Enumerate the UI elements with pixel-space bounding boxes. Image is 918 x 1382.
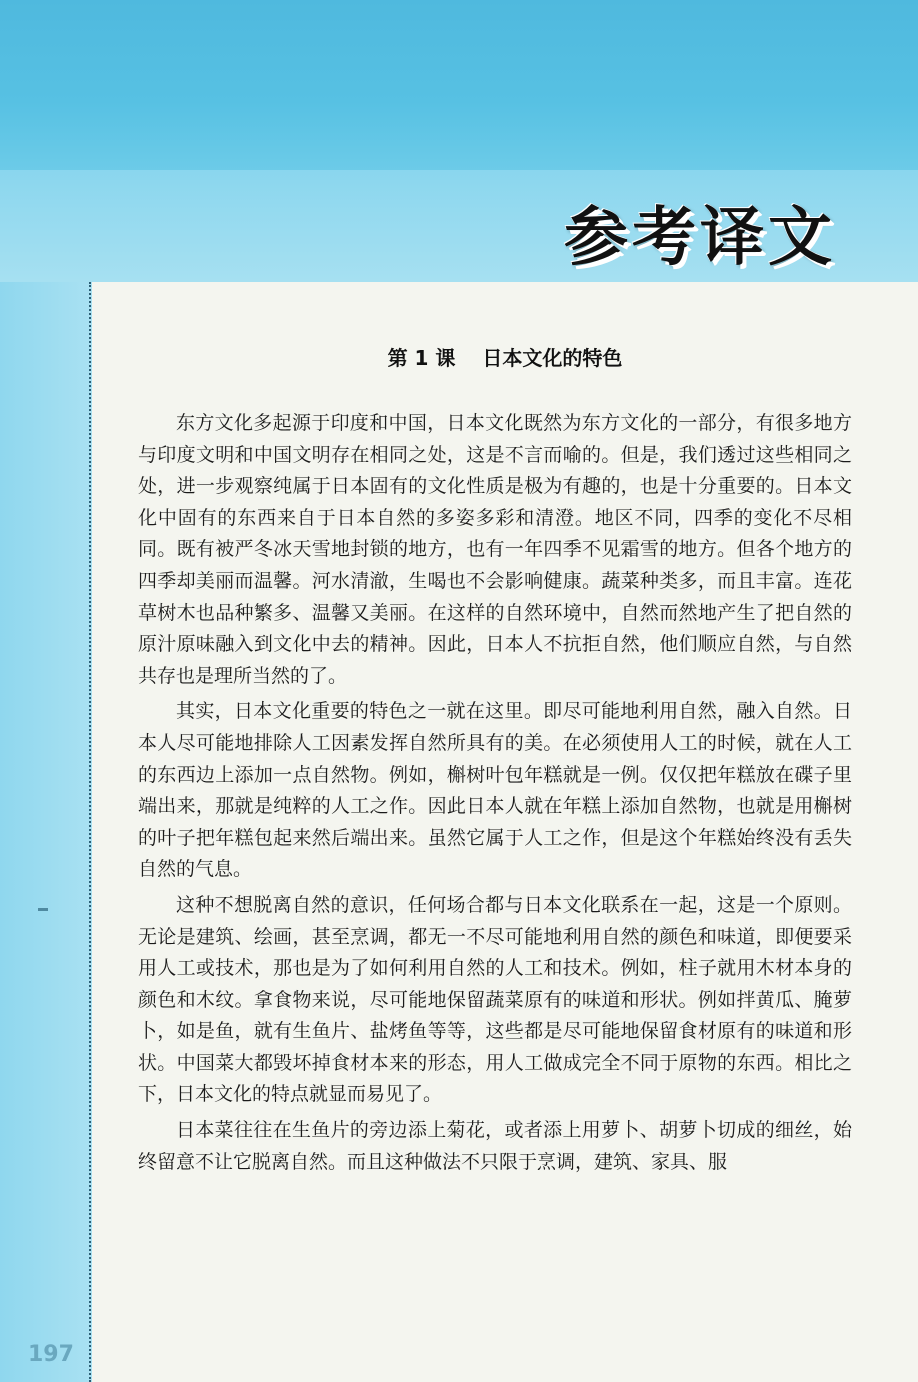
header-band — [0, 0, 918, 170]
paragraph: 日本菜往往在生鱼片的旁边添上菊花，或者添上用萝卜、胡萝卜切成的细丝，始终留意不让它脱离自然。而且这种做法不只限于烹调，建筑、家具、服 — [138, 1119, 852, 1173]
paragraph: 这种不想脱离自然的意识，任何场合都与日本文化联系在一起，这是一个原则。无论是建筑、绘画，甚至烹调，都无一不尽可能地利用自然的颜色和味道，即便要采用人工或技术，那也是为了如何利用自然的人工和技术。例如，柱子就用木材本身的颜色和木纹。拿食物来说，尽可能地保留蔬菜原有的味道和形状。例如拌黄瓜、腌萝卜，如是鱼，就有生鱼片、盐烤鱼等等，这些都是尽可能地保留食材原有的味道和形状。中国菜大都毁坏掉食材本来的形态，用人工做成完全不同于原物的东西。相比之下，日本文化的特点就显而易见了。 — [138, 893, 852, 1106]
chapter-title: 第 1 课 日本文化的特色 — [387, 346, 623, 370]
body-text — [138, 408, 852, 1182]
margin-tick-mark — [38, 908, 48, 911]
paragraph: 东方文化多起源于印度和中国，日本文化既然为东方文化的一部分，有很多地方与印度文明和中国文明存在相同之处，这是不言而喻的。但是，我们透过这些相同之处，进一步观察纯属于日本固有的文化性质是极为有趣的，也是十分重要的。日本文化中固有的东西来自于日本自然的多姿多彩和清澄。地区不同，四季的变化不尽相同。既有被严冬冰天雪地封锁的地方，也有一年四季不见霜雪的地方。但各个地方的四季却美丽而温馨。河水清澈，生喝也不会影响健康。蔬菜种类多，而且丰富。连花草树木也品种繁多、温馨又美丽。在这样的自然环境中，自然而然地产生了把自然的原汁原味融入到文化中去的精神。因此，日本人不抗拒自然，他们顺应自然，与自然共存也是理所当然的了。 — [138, 412, 852, 687]
margin-dotted-rule — [89, 282, 91, 1382]
section-title: 参考译文 — [564, 201, 836, 275]
page-number: 197 — [28, 1342, 74, 1367]
left-margin-strip — [0, 282, 92, 1382]
page-content — [92, 282, 918, 1382]
paragraph: 其实，日本文化重要的特色之一就在这里。即尽可能地利用自然，融入自然。日本人尽可能地排除人工因素发挥自然所具有的美。在必须使用人工的时候，就在人工的东西边上添加一点自然物。例如，槲树叶包年糕就是一例。仅仅把年糕放在碟子里端出来，那就是纯粹的人工之作。因此日本人就在年糕上添加自然物，也就是用槲树的叶子把年糕包起来然后端出来。虽然它属于人工之作，但是这个年糕始终没有丢失自然的气息。 — [138, 700, 852, 881]
